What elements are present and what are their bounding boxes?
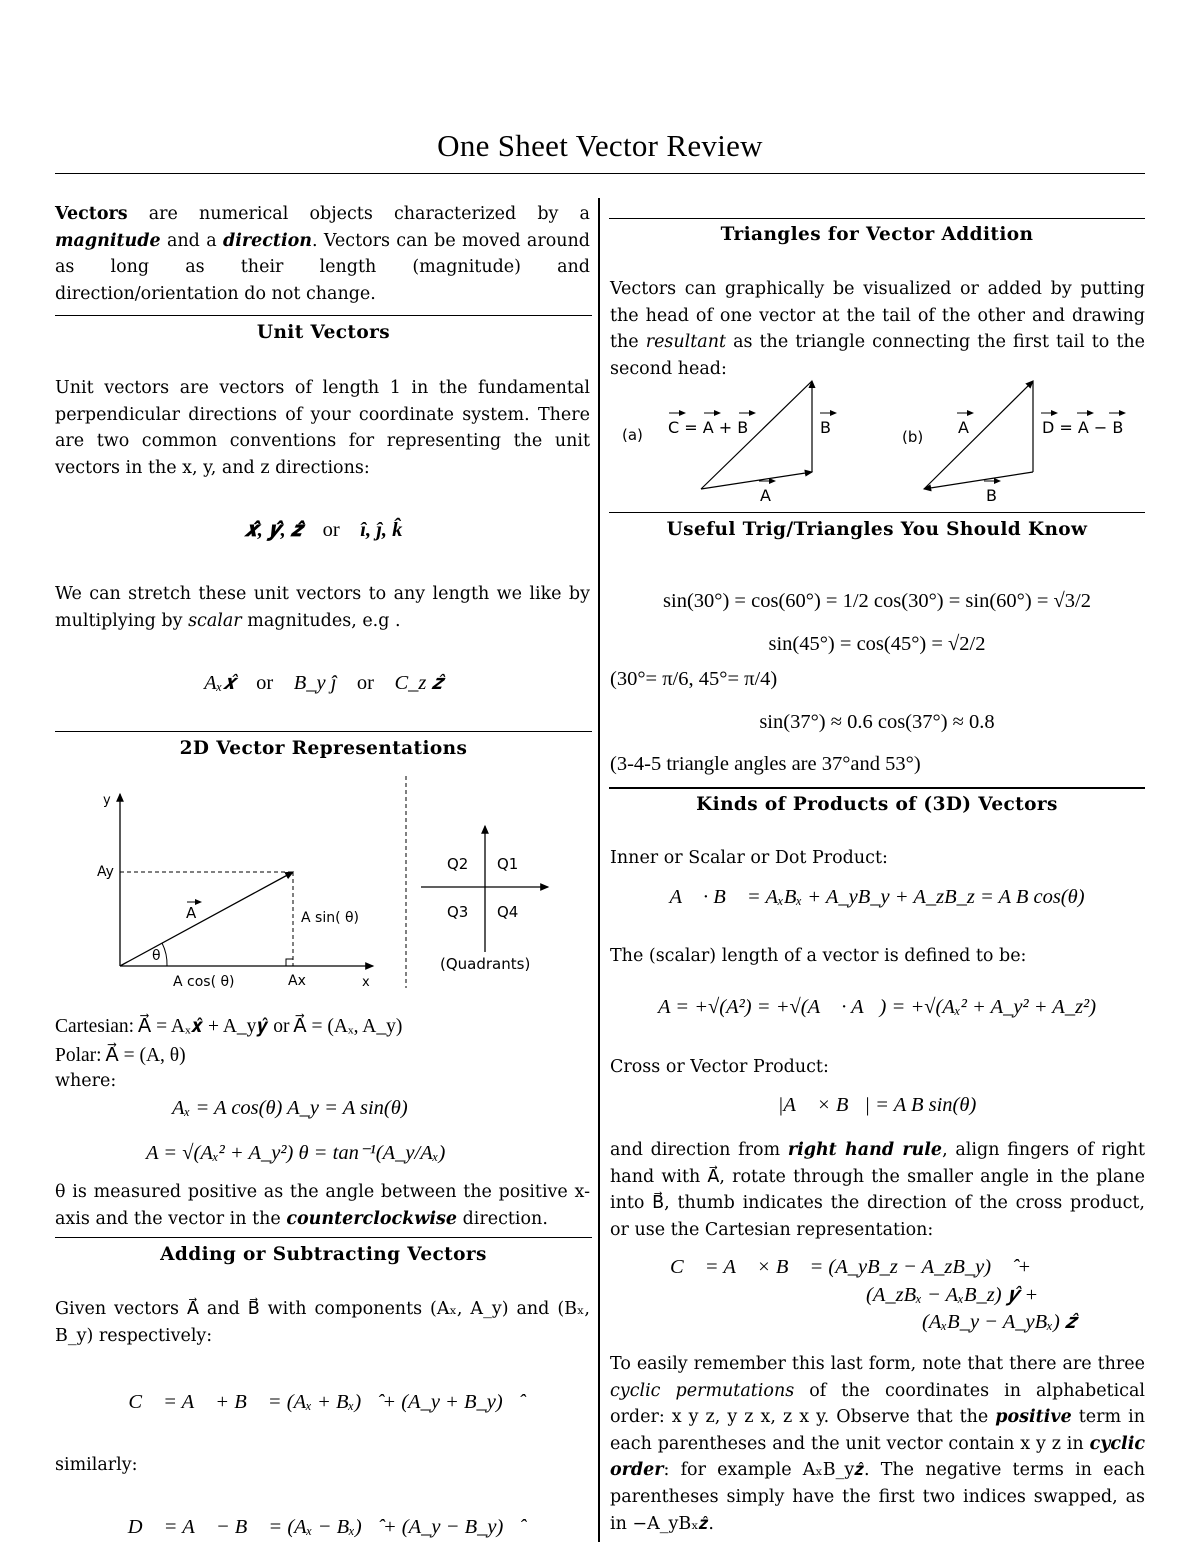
triangle-a-b-label: B — [820, 418, 831, 437]
unit-vector-notation: 𝒙̂, 𝒚̂, 𝒛̂ or î, ĵ, k̂ — [244, 519, 403, 541]
trig-heading: Useful Trig/Triangles You Should Know — [666, 519, 1088, 540]
cyclic-permutation-paragraph: To easily remember this last form, note that there are three cyclic permutations of the coordinates in alphabetical order: x y z, y z x, z x y. Observe that the positive term in each parentheses and the unit vector contain x y z in cyclic order: for example AₓB_y𝒛̂. The negative terms in each parentheses simply have the first two indices swapped, as in −A_yBₓ𝒛̂. — [610, 1354, 1146, 1534]
asin-label: A sin( θ) — [301, 910, 360, 926]
column-divider — [598, 198, 600, 1542]
triangle-a-vector-a — [701, 472, 812, 489]
c-equals-a-plus-b: C = A + B — [668, 418, 749, 437]
right-angle-mark — [286, 959, 293, 966]
cross-product-line-3: (AₓB_y − A_yBₓ) 𝒛̂ — [922, 1311, 1077, 1333]
vector-addition-triangles — [609, 368, 1145, 508]
triangle-b-b-label: B — [986, 486, 997, 505]
vector-a-arrow — [120, 872, 293, 966]
cross-product-label: Cross or Vector Product: — [610, 1057, 829, 1077]
quadrants-caption: (Quadrants) — [440, 955, 531, 973]
section-rule — [609, 512, 1145, 513]
adding-vectors-heading: Adding or Subtracting Vectors — [160, 1244, 487, 1265]
triangle-345-note: (3-4-5 triangle angles are 37°and 53°) — [610, 753, 921, 775]
section-rule — [55, 315, 592, 316]
length-equation: A = +√(A²) = +√(A⃗ · A⃗) = +√(Aₓ² + A_y² + A_z²) — [657, 996, 1097, 1018]
figure-b-label: (b) — [902, 428, 924, 446]
products-heading: Kinds of Products of (3D) Vectors — [696, 794, 1058, 815]
section-rule — [55, 731, 592, 732]
trig-37: sin(37°) ≈ 0.6 cos(37°) ≈ 0.8 — [759, 711, 995, 733]
figure-a-label: (a) — [622, 426, 643, 444]
angle-radians: (30°= π/6, 45°= π/4) — [610, 668, 778, 690]
triangles-paragraph: Vectors can graphically be visualized or added by putting the head of one vector at the tail of the other and drawing the resultant as the triangle connecting the first tail to the second head: — [610, 279, 1145, 379]
unit-vectors-heading: Unit Vectors — [256, 322, 391, 343]
cross-product-line-2: (A_zBₓ − AₓB_z) 𝒚̂ + — [866, 1284, 1039, 1306]
sum-equation: C⃗ = A⃗ + B⃗ = (Aₓ + Bₓ)𝒙̂ + (A_y + B_y)𝒚̂ — [128, 1391, 519, 1413]
2d-representations-heading: 2D Vector Representations — [179, 738, 468, 759]
q2-label: Q2 — [447, 855, 469, 873]
where-label: where: — [55, 1071, 117, 1091]
polar-form: Polar: A⃗ = (A, θ) — [55, 1045, 186, 1066]
scaled-unit-vectors: Aₓ𝒙̂ or B_y ĵ or C_z 𝒛̂ — [204, 672, 443, 694]
component-equations: Aₓ = A cos(θ) A_y = A sin(θ) — [172, 1097, 408, 1119]
right-hand-rule-paragraph: and direction from right hand rule, align fingers of right hand with A⃗, rotate through the smaller angle in the plane into B⃗, thumb indicates the direction of the cross product, or use the Cartesian representation: — [610, 1140, 1146, 1240]
ax-label: Ax — [288, 973, 306, 989]
theta-label: θ — [152, 948, 161, 964]
triangles-heading: Triangles for Vector Addition — [720, 224, 1034, 245]
cross-product-line-1: C⃗ = A⃗ × B⃗ = (A_yB_z − A_zB_y) 𝒙̂ + — [670, 1256, 1032, 1278]
section-rule — [609, 787, 1145, 789]
triangle-b-a-label: A — [958, 418, 969, 437]
q3-label: Q3 — [447, 903, 469, 921]
length-label: The (scalar) length of a vector is defined to be: — [610, 946, 1027, 966]
triangle-b-vector-a — [924, 381, 1033, 489]
dot-product-label: Inner or Scalar or Dot Product: — [610, 848, 888, 868]
trig-45: sin(45°) = cos(45°) = √2/2 — [768, 633, 986, 655]
cross-product-magnitude: |A⃗ × B⃗| = A B sin(θ) — [777, 1094, 977, 1116]
trig-30-60: sin(30°) = cos(60°) = 1/2 cos(30°) = sin(60°) = √3/2 — [663, 590, 1091, 612]
x-label: x — [362, 975, 370, 990]
cartesian-form: Cartesian: A⃗ = Aₓ𝒙̂ + A_y𝒚̂ or A⃗ = (Aₓ, A_y) — [55, 1016, 403, 1037]
intro-paragraph: Vectors are numerical objects characterized by a magnitude and a direction. Vectors can be moved around as long as their length (magnitude) and direction/orientation do not change. — [55, 204, 590, 304]
d-equals-a-minus-b: D = A − B — [1042, 418, 1124, 437]
vector-a-label: A — [186, 904, 197, 922]
angle-convention-note: θ is measured positive as the angle between the positive x-axis and the vector in the counterclockwise direction. — [55, 1182, 590, 1229]
q4-label: Q4 — [497, 903, 519, 921]
theta-arc — [162, 943, 167, 966]
magnitude-angle-equations: A = √(Aₓ² + A_y²) θ = tan⁻¹(A_y/Aₓ) — [146, 1142, 446, 1164]
adding-paragraph: Given vectors A⃗ and B⃗ with components (Aₓ, A_y) and (Bₓ, B_y) respectively: — [55, 1299, 590, 1346]
difference-equation: D⃗ = A⃗ − B⃗ = (Aₓ − Bₓ)𝒙̂ + (A_y − B_y)𝒚̂ — [127, 1516, 520, 1538]
acos-label: A cos( θ) — [173, 974, 235, 990]
ay-label: Ay — [97, 864, 114, 880]
section-rule — [55, 1237, 592, 1238]
triangle-b-vector-b — [924, 472, 1033, 489]
q1-label: Q1 — [497, 855, 519, 873]
similarly-label: similarly: — [55, 1455, 138, 1475]
title-rule — [55, 173, 1145, 174]
dot-product-equation: A⃗ · B⃗ = AₓBₓ + A_yB_y + A_zB_z = A B cos(θ) — [669, 886, 1085, 908]
scalar-paragraph: We can stretch these unit vectors to any length we like by multiplying by scalar magnitudes, e.g . — [55, 584, 590, 631]
y-label: y — [103, 793, 111, 808]
page-title: One Sheet Vector Review — [437, 128, 763, 163]
triangle-a-a-label: A — [760, 486, 771, 505]
unit-vectors-paragraph: Unit vectors are vectors of length 1 in the fundamental perpendicular directions of your coordinate system. There are two common conventions for representing the unit vectors in the x, y, and z directions: — [55, 378, 590, 478]
section-rule — [609, 218, 1145, 219]
